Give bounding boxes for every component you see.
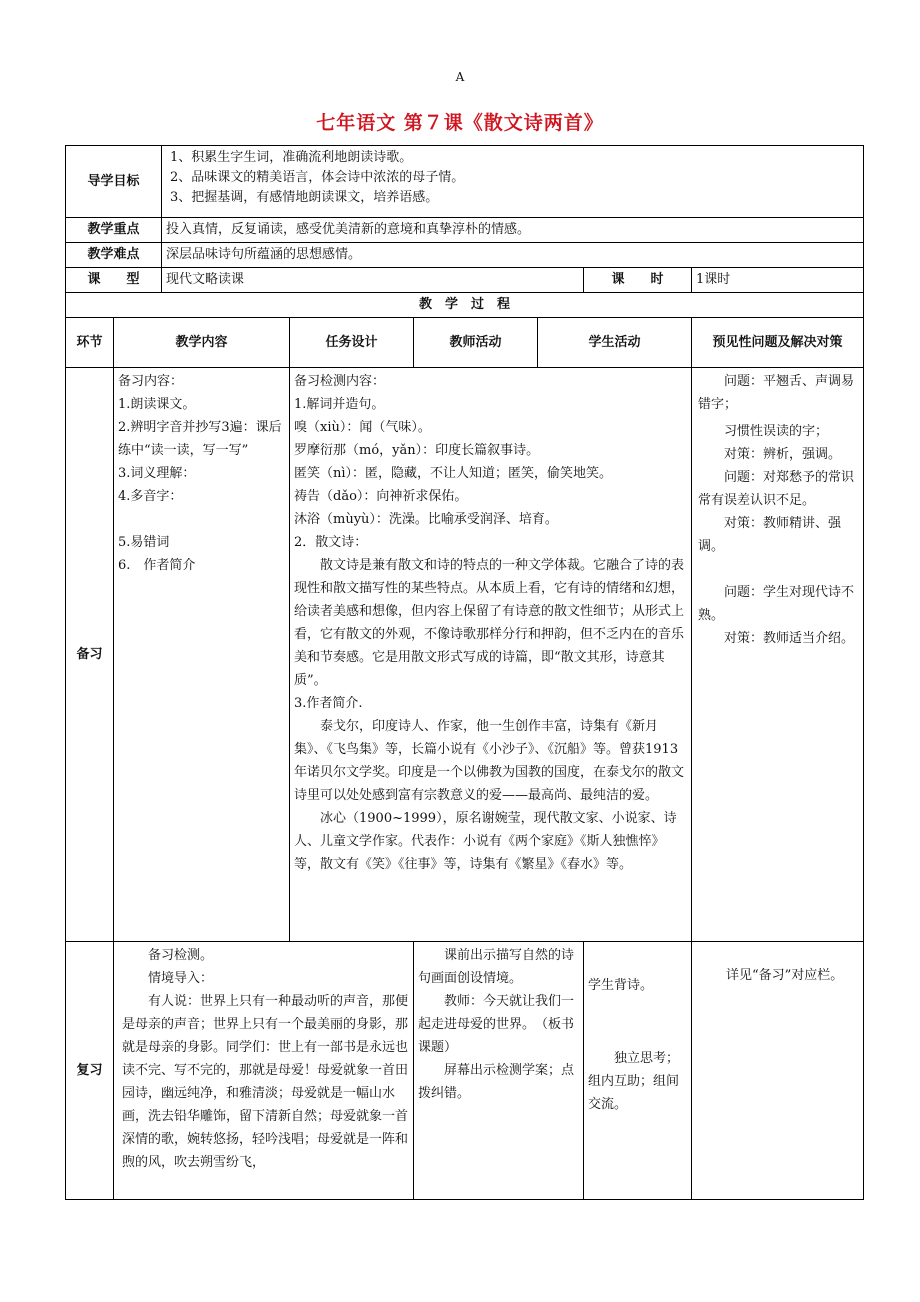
student-item: 独立思考；组内互助；组间交流。 bbox=[588, 1051, 680, 1112]
goals-label: 导学目标 bbox=[66, 146, 162, 218]
prose-poem-definition: 散文诗是兼有散文和诗的特点的一种文学体裁。它融合了诗的表现性和散文描写性的某些特点。从本质上看，它有诗的情绪和幻想，给读者美感和想像，但内容上保留了有诗意的散文性细节；从形式上看，它有散文的外观，不像诗歌那样分行和押韵，但不乏内在的音乐美和节奏感。它是用散文形式写成的诗篇，即“散文其形，诗意其质”。 bbox=[294, 558, 685, 688]
col-stage: 环节 bbox=[66, 318, 114, 368]
col-task: 任务设计 bbox=[290, 318, 414, 368]
solution-item: 对策：辨析，强调。 bbox=[724, 447, 842, 462]
content-line bbox=[118, 508, 285, 531]
content-line: 3.词义理解： bbox=[118, 466, 196, 481]
preview-task bbox=[290, 368, 692, 942]
solution-item: 习惯性误读的字； bbox=[724, 424, 829, 439]
content-line: 1.朗读课文。 bbox=[118, 397, 196, 412]
goal-item: 3、把握基调，有感情地朗读课文，培养语感。 bbox=[170, 190, 439, 205]
difficulty-row bbox=[66, 243, 864, 268]
task-line: 1.解词并造句。 bbox=[294, 397, 385, 412]
process-title: 教 学 过 程 bbox=[66, 293, 864, 318]
solution-item: 对策：教师精讲、强调。 bbox=[698, 516, 842, 554]
task-line: 匿笑（nì）：匿，隐藏，不让人知道；匿笑，偷笑地笑。 bbox=[294, 466, 613, 481]
goals-row bbox=[66, 146, 864, 218]
content-line: 4.多音字： bbox=[118, 489, 183, 504]
review-row bbox=[66, 942, 864, 1200]
col-student: 学生活动 bbox=[538, 318, 692, 368]
key-point-row bbox=[66, 218, 864, 243]
review-solution bbox=[692, 942, 864, 1200]
solution-item: 问题：平翘舌、声调易错字； bbox=[698, 374, 855, 412]
task-line: 2．散文诗： bbox=[294, 535, 368, 550]
content-line: 备习检测。 bbox=[148, 948, 214, 963]
preview-stage: 备习 bbox=[66, 368, 114, 942]
hours-label: 课 时 bbox=[584, 268, 692, 293]
lesson-plan-table bbox=[65, 145, 864, 1200]
task-line: 嗅（xiù）：闻（气味）。 bbox=[294, 420, 431, 435]
content-line: 2.辨明字音并抄写3遍：课后练中“读一读，写一写” bbox=[118, 420, 282, 458]
review-student bbox=[584, 942, 692, 1200]
goal-item: 1、积累生字生词，准确流利地朗读诗歌。 bbox=[170, 150, 413, 165]
lesson-type-row bbox=[66, 268, 864, 293]
content-line: 备习内容： bbox=[118, 374, 184, 389]
col-teacher: 教师活动 bbox=[414, 318, 538, 368]
review-content bbox=[114, 942, 414, 1200]
task-line: 祷告（dǎo）：向神祈求保佑。 bbox=[294, 489, 468, 504]
column-header-row bbox=[66, 318, 864, 368]
teacher-item: 课前出示描写自然的诗句画面创设情境。 bbox=[418, 948, 575, 986]
solution-item: 详见“备习”对应栏。 bbox=[726, 968, 844, 983]
key-point-label: 教学重点 bbox=[66, 218, 162, 243]
preview-solutions bbox=[692, 368, 864, 942]
author-tagore: 泰戈尔，印度诗人、作家，他一生创作丰富，诗集有《新月集》、《飞鸟集》等，长篇小说有《小沙子》、《沉船》等。曾获1913年诺贝尔文学奖。印度是一个以佛教为国教的国度，在泰戈尔的散文诗里可以处处感到富有宗教意义的爱——最高尚、最纯洁的爱。 bbox=[294, 719, 685, 803]
lesson-type-value: 现代文略读课 bbox=[162, 268, 584, 293]
task-line: 罗摩衍那（mó，yǎn）：印度长篇叙事诗。 bbox=[294, 443, 540, 458]
situation-intro: 有人说：世界上只有一种最动听的声音，那便是母亲的声音；世界上只有一个最美丽的身影，那就是母亲的身影。同学们：世上有一部书是永远也读不完、写不完的，那就是母爱！母爱就象一首田园诗，幽远纯净，和雅清淡；母爱就是一幅山水画，洗去铅华雕饰，留下清新自然；母爱就象一首深情的歌，婉转悠扬，轻吟浅唱；母爱就是一阵和煦的风，吹去朔雪纷飞， bbox=[122, 994, 409, 1170]
review-teacher bbox=[414, 942, 584, 1200]
teacher-item: 屏幕出示检测学案；点拨纠错。 bbox=[418, 1063, 575, 1101]
col-content: 教学内容 bbox=[114, 318, 290, 368]
key-point-text: 投入真情，反复诵读，感受优美清新的意境和真挚淳朴的情感。 bbox=[162, 218, 864, 243]
goals-cell bbox=[162, 146, 864, 218]
goal-item: 2、品味课文的精美语言，体会诗中浓浓的母子情。 bbox=[170, 170, 465, 185]
teacher-item: 教师：今天就让我们一起走进母爱的世界。 （板书课题） bbox=[418, 994, 575, 1055]
process-title-row bbox=[66, 293, 864, 318]
student-item: 学生背诗。 bbox=[588, 978, 654, 993]
task-line: 沐浴（mùyù）：洗澡。比喻承受润泽、培育。 bbox=[294, 512, 558, 527]
solution-item: 问题：学生对现代诗不熟。 bbox=[698, 585, 855, 623]
content-line: 情境导入： bbox=[148, 971, 214, 986]
header-mark: A bbox=[455, 70, 465, 84]
page-title: 七年语文 第７课《散文诗两首》 bbox=[316, 112, 604, 134]
content-line: 5.易错词 bbox=[118, 535, 170, 550]
task-line: 备习检测内容： bbox=[294, 374, 386, 389]
content-line: 6. 作者简介 bbox=[118, 558, 196, 573]
difficulty-label: 教学难点 bbox=[66, 243, 162, 268]
preview-row bbox=[66, 368, 864, 942]
col-solutions: 预见性问题及解决对策 bbox=[692, 318, 864, 368]
solution-item: 问题：对郑愁予的常识常有误差认识不足。 bbox=[698, 470, 855, 508]
author-bingxin: 冰心（1900~1999），原名谢婉莹，现代散文家、小说家、诗人、儿童文学作家。代表作：小说有《两个家庭》《斯人独憔悴》等，散文有《笑》《往事》等，诗集有《繁星》《春水》等。 bbox=[294, 811, 677, 872]
review-stage: 复习 bbox=[66, 942, 114, 1200]
preview-content bbox=[114, 368, 290, 942]
hours-value: 1课时 bbox=[692, 268, 864, 293]
lesson-type-label: 课 型 bbox=[66, 268, 162, 293]
difficulty-text: 深层品味诗句所蕴涵的思想感情。 bbox=[162, 243, 864, 268]
task-line: 3.作者简介. bbox=[294, 696, 363, 711]
solution-item: 对策：教师适当介绍。 bbox=[724, 631, 855, 646]
